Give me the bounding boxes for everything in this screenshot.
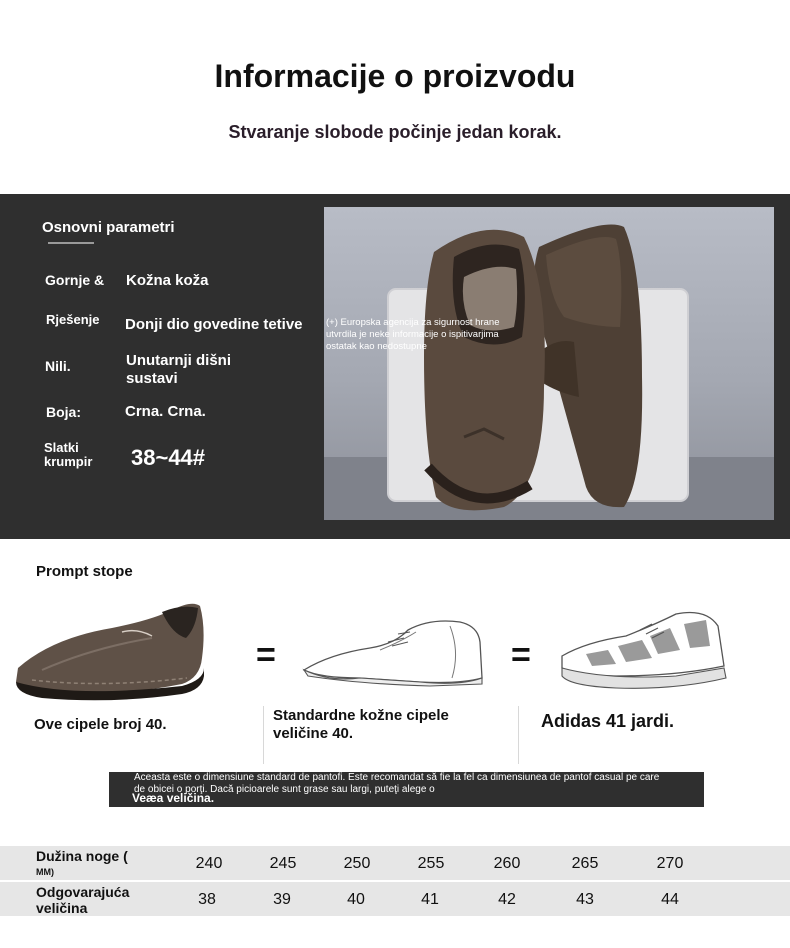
size-table bbox=[0, 846, 790, 916]
product-photo bbox=[324, 207, 774, 520]
parameters-heading: Osnovni parametri bbox=[42, 219, 175, 236]
page-subtitle: Stvaranje slobode počinje jedan korak. bbox=[228, 122, 562, 142]
table-cell: 250 bbox=[343, 855, 371, 872]
param-value-sole: Donji dio govedine tetive bbox=[125, 316, 303, 333]
size-note-text: Aceasta este o dimensiune standard de pantofi. Este recomandat să fie la fel ca dimensiunea de pantof casual pe care de obicei o porţi. Dacă picioarele sunt grase sau largi, puteţi alege o bbox=[134, 772, 660, 795]
table-cell: 44 bbox=[661, 891, 679, 908]
foot-length-label-text: Dužina noge ( bbox=[36, 848, 128, 864]
param-value-upper: Kožna koža bbox=[126, 272, 209, 289]
size-prompt-heading: Prompt stope bbox=[36, 563, 133, 580]
param-label-size: Slatki krumpir bbox=[44, 440, 93, 469]
param-value-size: 38~44# bbox=[131, 445, 206, 470]
param-value-lining: Unutarnji dišni sustavi bbox=[126, 352, 231, 387]
param-label-color: Boja: bbox=[46, 404, 81, 420]
size-note-emphasis: Veæa veličina. bbox=[132, 791, 215, 805]
table-cell: 43 bbox=[576, 891, 594, 908]
loafer-pair-illustration bbox=[324, 207, 774, 520]
divider-2 bbox=[518, 706, 519, 764]
foot-length-unit: MM) bbox=[36, 867, 54, 877]
divider-1 bbox=[263, 706, 264, 764]
caption-adidas: Adidas 41 jardi. bbox=[541, 711, 675, 731]
basic-parameters-panel bbox=[0, 194, 790, 539]
table-cell: 255 bbox=[417, 855, 445, 872]
param-label-lining: Nili. bbox=[45, 358, 71, 374]
table-row-sizes bbox=[0, 882, 790, 916]
table-row-foot-length bbox=[0, 846, 790, 880]
size-note-banner bbox=[109, 772, 704, 807]
heading-underline bbox=[48, 242, 94, 244]
table-cell: 265 bbox=[571, 855, 599, 872]
table-cell: 40 bbox=[347, 891, 365, 908]
table-cell: 245 bbox=[269, 855, 297, 872]
param-value-color: Crna. Crna. bbox=[125, 403, 206, 420]
equals-sign-1: = bbox=[256, 636, 276, 674]
table-cell: 42 bbox=[498, 891, 516, 908]
table-cell: 39 bbox=[273, 891, 291, 908]
table-cell: 260 bbox=[493, 855, 521, 872]
foot-length-label bbox=[36, 849, 128, 879]
table-cell: 41 bbox=[421, 891, 439, 908]
page-title: Informacije o proizvodu bbox=[214, 58, 576, 94]
table-cell: 38 bbox=[198, 891, 216, 908]
dress-shoe-outline-icon bbox=[300, 612, 490, 692]
table-cell: 270 bbox=[656, 855, 684, 872]
photo-caption: (+) Europska agencija za sigurnost hrane utvrdila je neke informacije o ispitivarjima ostatak kao nedostupne bbox=[326, 317, 500, 352]
caption-this-shoe: Ove cipele broj 40. bbox=[34, 716, 167, 733]
caption-standard-leather: Standardne kožne cipele veličine 40. bbox=[273, 707, 449, 742]
param-label-sole: Rješenje bbox=[46, 312, 100, 327]
equals-sign-2: = bbox=[511, 636, 531, 674]
leather-loafer-icon bbox=[12, 598, 212, 702]
table-cell: 240 bbox=[195, 855, 223, 872]
size-label: Odgovarajuća veličina bbox=[36, 884, 130, 916]
param-label-upper: Gornje & bbox=[45, 272, 105, 288]
sneaker-outline-icon bbox=[556, 606, 732, 696]
